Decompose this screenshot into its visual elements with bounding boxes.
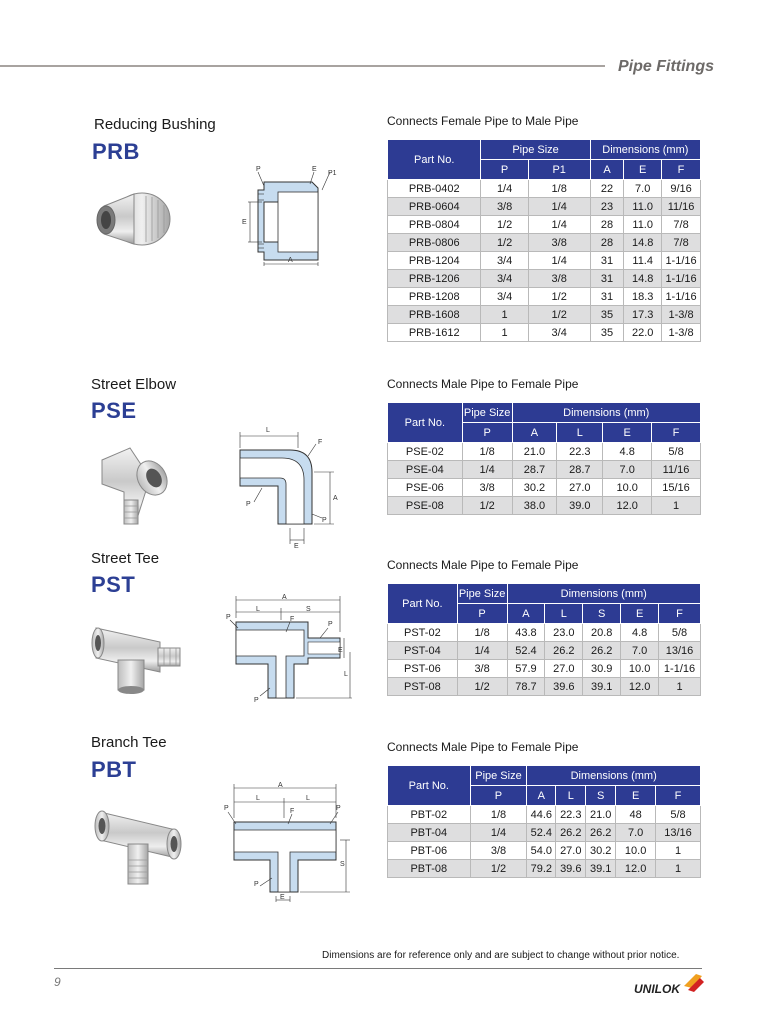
dim-label: P [254, 697, 259, 704]
table-cell: 28.7 [557, 461, 603, 479]
table-cell: 1/4 [462, 461, 512, 479]
table-cell: 22 [590, 180, 624, 198]
table-cell: 31 [590, 270, 624, 288]
table-cell: 18.3 [624, 288, 662, 306]
table-cell: 35 [590, 306, 624, 324]
table-cell: 10.0 [616, 842, 656, 860]
part-number-cell: PRB-1204 [388, 252, 481, 270]
part-number-cell: PBT-08 [388, 860, 471, 878]
part-number-cell: PBT-02 [388, 806, 471, 824]
table-cell: 27.0 [556, 842, 586, 860]
dim-label: P [336, 805, 341, 812]
table-cell: 14.8 [624, 270, 662, 288]
part-number-cell: PRB-0804 [388, 216, 481, 234]
table-row [388, 860, 701, 878]
part-number-cell: PBT-04 [388, 824, 471, 842]
col-subheader: E [603, 423, 652, 443]
product-name: Branch Tee [91, 734, 167, 751]
col-header: Part No. [388, 403, 463, 443]
table-row [388, 270, 701, 288]
dim-label: P1 [328, 170, 337, 177]
col-subheader: P [457, 604, 507, 624]
table-cell: 26.2 [556, 824, 586, 842]
part-number-cell: PSE-04 [388, 461, 463, 479]
dim-label: A [282, 594, 287, 601]
table-caption: Connects Female Pipe to Male Pipe [387, 114, 579, 128]
part-number-cell: PRB-1208 [388, 288, 481, 306]
table-cell: 15/16 [652, 479, 701, 497]
part-number-cell: PBT-06 [388, 842, 471, 860]
table-cell: 23 [590, 198, 624, 216]
table-row [388, 443, 701, 461]
table-cell: 39.1 [586, 860, 616, 878]
table-cell: 39.6 [545, 678, 583, 696]
table-cell: 78.7 [507, 678, 545, 696]
table-cell: 22.3 [557, 443, 603, 461]
dim-label: P [328, 621, 333, 628]
prb-spec-table [387, 139, 701, 342]
table-cell: 26.2 [583, 642, 621, 660]
table-row [388, 624, 701, 642]
table-cell: 5/8 [659, 624, 701, 642]
table-caption: Connects Male Pipe to Female Pipe [387, 740, 579, 754]
table-cell: 20.8 [583, 624, 621, 642]
col-subheader: A [512, 423, 557, 443]
table-cell: 31 [590, 252, 624, 270]
table-cell: 1/8 [462, 443, 512, 461]
table-cell: 1/8 [470, 806, 527, 824]
part-number-cell: PST-04 [388, 642, 458, 660]
table-cell: 7/8 [662, 216, 701, 234]
table-cell: 11.4 [624, 252, 662, 270]
dim-label: E [242, 219, 247, 226]
table-cell: 7.0 [624, 180, 662, 198]
col-header: Part No. [388, 584, 458, 624]
street-tee-photo [90, 612, 186, 696]
table-cell: 27.0 [545, 660, 583, 678]
table-cell: 26.2 [586, 824, 616, 842]
table-row [388, 479, 701, 497]
dim-label: F [290, 616, 295, 623]
col-subheader: F [662, 160, 701, 180]
table-cell: 7/8 [662, 234, 701, 252]
table-cell: 39.0 [557, 497, 603, 515]
table-row [388, 306, 701, 324]
table-cell: 52.4 [527, 824, 556, 842]
col-subheader: E [621, 604, 659, 624]
part-number-cell: PST-08 [388, 678, 458, 696]
table-cell: 30.9 [583, 660, 621, 678]
dim-label: P [224, 805, 229, 812]
part-number-cell: PST-06 [388, 660, 458, 678]
dim-label: F [290, 808, 295, 815]
section-title: Pipe Fittings [618, 58, 714, 75]
col-header: Dimensions (mm) [512, 403, 700, 423]
table-cell: 7.0 [621, 642, 659, 660]
table-row [388, 234, 701, 252]
table-cell: 27.0 [557, 479, 603, 497]
table-cell: 28 [590, 216, 624, 234]
dim-label: S [306, 606, 311, 613]
col-header: Pipe Size [457, 584, 507, 604]
table-cell: 5/8 [652, 443, 701, 461]
table-cell: 1/4 [457, 642, 507, 660]
table-cell: 1 [481, 324, 528, 342]
col-subheader: A [590, 160, 624, 180]
product-name: Street Tee [91, 550, 160, 567]
table-cell: 5/8 [656, 806, 701, 824]
footnote: Dimensions are for reference only and are subject to change without prior notice. [322, 950, 680, 961]
branch-tee-photo [92, 800, 186, 890]
table-cell: 4.8 [603, 443, 652, 461]
col-subheader: F [652, 423, 701, 443]
reducing-bushing-photo [94, 188, 174, 250]
table-cell: 1/4 [528, 198, 590, 216]
col-subheader: P [462, 423, 512, 443]
table-cell: 3/8 [457, 660, 507, 678]
table-cell: 39.1 [583, 678, 621, 696]
product-code: PSE [91, 398, 137, 423]
pse-spec-table [387, 402, 701, 515]
table-row [388, 642, 701, 660]
col-subheader: L [556, 786, 586, 806]
table-row [388, 198, 701, 216]
part-number-cell: PSE-02 [388, 443, 463, 461]
table-cell: 1/8 [457, 624, 507, 642]
table-cell: 43.8 [507, 624, 545, 642]
table-cell: 1/2 [481, 234, 528, 252]
dim-label: A [278, 782, 283, 789]
table-cell: 31 [590, 288, 624, 306]
dim-label: E [312, 166, 317, 173]
table-cell: 1 [659, 678, 701, 696]
col-subheader: P [481, 160, 528, 180]
street-tee-drawing [224, 592, 354, 706]
table-row [388, 678, 701, 696]
dim-label: S [340, 861, 345, 868]
table-row [388, 497, 701, 515]
dim-label: P [226, 614, 231, 621]
table-cell: 12.0 [621, 678, 659, 696]
pbt-spec-table [387, 765, 701, 878]
table-cell: 1/2 [481, 216, 528, 234]
table-cell: 79.2 [527, 860, 556, 878]
part-number-cell: PRB-1206 [388, 270, 481, 288]
table-row [388, 806, 701, 824]
table-cell: 1/4 [528, 252, 590, 270]
dim-label: L [256, 606, 260, 613]
dim-label: P [254, 881, 259, 888]
table-cell: 1 [652, 497, 701, 515]
part-number-cell: PSE-08 [388, 497, 463, 515]
table-caption: Connects Male Pipe to Female Pipe [387, 377, 579, 391]
table-cell: 3/8 [462, 479, 512, 497]
col-subheader: L [557, 423, 603, 443]
table-cell: 3/8 [481, 198, 528, 216]
col-header: Part No. [388, 766, 471, 806]
reducing-bushing-drawing [238, 162, 342, 270]
table-row [388, 252, 701, 270]
col-header: Pipe Size [470, 766, 527, 786]
dim-label: E [280, 894, 285, 901]
brand-mark-icon [682, 972, 704, 994]
col-header: Dimensions (mm) [507, 584, 701, 604]
table-cell: 1/2 [470, 860, 527, 878]
table-cell: 1 [656, 842, 701, 860]
table-row [388, 461, 701, 479]
table-cell: 22.0 [624, 324, 662, 342]
table-cell: 1 [656, 860, 701, 878]
part-number-cell: PRB-0604 [388, 198, 481, 216]
col-subheader: L [545, 604, 583, 624]
dim-label: L [256, 795, 260, 802]
table-cell: 14.8 [624, 234, 662, 252]
table-cell: 11/16 [662, 198, 701, 216]
part-number-cell: PST-02 [388, 624, 458, 642]
table-cell: 1-1/16 [659, 660, 701, 678]
table-cell: 38.0 [512, 497, 557, 515]
table-cell: 11/16 [652, 461, 701, 479]
table-cell: 13/16 [659, 642, 701, 660]
col-subheader: P [470, 786, 527, 806]
col-subheader: P1 [528, 160, 590, 180]
table-cell: 11.0 [624, 198, 662, 216]
part-number-cell: PRB-1608 [388, 306, 481, 324]
brand-name: UNILOK [634, 982, 680, 996]
table-cell: 39.6 [556, 860, 586, 878]
table-row [388, 180, 701, 198]
street-elbow-drawing [230, 424, 352, 550]
table-cell: 11.0 [624, 216, 662, 234]
part-number-cell: PRB-1612 [388, 324, 481, 342]
table-cell: 1/2 [457, 678, 507, 696]
brand-logo [634, 972, 704, 998]
dim-label: L [306, 795, 310, 802]
table-cell: 21.0 [586, 806, 616, 824]
table-cell: 21.0 [512, 443, 557, 461]
table-cell: 3/4 [481, 288, 528, 306]
table-cell: 1-3/8 [662, 324, 701, 342]
table-cell: 1 [481, 306, 528, 324]
table-cell: 3/8 [528, 234, 590, 252]
table-cell: 30.2 [512, 479, 557, 497]
col-subheader: A [507, 604, 545, 624]
table-cell: 17.3 [624, 306, 662, 324]
table-cell: 1-1/16 [662, 288, 701, 306]
table-cell: 30.2 [586, 842, 616, 860]
table-cell: 1/2 [528, 288, 590, 306]
table-cell: 1/2 [528, 306, 590, 324]
table-cell: 44.6 [527, 806, 556, 824]
dim-label: P [322, 517, 327, 524]
col-subheader: S [586, 786, 616, 806]
part-number-cell: PSE-06 [388, 479, 463, 497]
table-cell: 3/4 [481, 270, 528, 288]
col-header: Dimensions (mm) [590, 140, 700, 160]
table-cell: 52.4 [507, 642, 545, 660]
col-subheader: A [527, 786, 556, 806]
dim-label: P [246, 501, 251, 508]
header-rule [0, 65, 605, 67]
part-number-cell: PRB-0806 [388, 234, 481, 252]
table-cell: 10.0 [621, 660, 659, 678]
table-cell: 3/4 [528, 324, 590, 342]
street-elbow-photo [94, 438, 176, 526]
product-code: PBT [91, 757, 137, 782]
product-code: PST [91, 572, 136, 597]
product-name: Reducing Bushing [94, 116, 216, 133]
dim-label: E [338, 647, 343, 654]
table-cell: 26.2 [545, 642, 583, 660]
table-cell: 22.3 [556, 806, 586, 824]
table-row [388, 216, 701, 234]
col-subheader: F [659, 604, 701, 624]
table-cell: 35 [590, 324, 624, 342]
table-cell: 1/2 [462, 497, 512, 515]
table-row [388, 288, 701, 306]
table-cell: 1/4 [470, 824, 527, 842]
table-cell: 1/8 [528, 180, 590, 198]
table-cell: 57.9 [507, 660, 545, 678]
dim-label: L [344, 671, 348, 678]
table-cell: 48 [616, 806, 656, 824]
table-cell: 4.8 [621, 624, 659, 642]
branch-tee-drawing [220, 778, 354, 904]
dim-label: E [294, 543, 299, 550]
col-subheader: S [583, 604, 621, 624]
table-row [388, 842, 701, 860]
table-cell: 28 [590, 234, 624, 252]
col-subheader: E [616, 786, 656, 806]
table-row [388, 660, 701, 678]
footer-rule [54, 968, 702, 969]
table-cell: 1-3/8 [662, 306, 701, 324]
part-number-cell: PRB-0402 [388, 180, 481, 198]
product-name: Street Elbow [91, 376, 177, 393]
col-header: Part No. [388, 140, 481, 180]
table-cell: 1/4 [481, 180, 528, 198]
dim-label: F [318, 439, 323, 446]
table-cell: 28.7 [512, 461, 557, 479]
col-header: Pipe Size [462, 403, 512, 423]
dim-label: A [333, 495, 338, 502]
table-cell: 12.0 [616, 860, 656, 878]
table-row [388, 824, 701, 842]
pst-spec-table [387, 583, 701, 696]
table-cell: 10.0 [603, 479, 652, 497]
col-header: Dimensions (mm) [527, 766, 701, 786]
table-cell: 23.0 [545, 624, 583, 642]
page-number: 9 [54, 975, 61, 989]
table-cell: 3/8 [470, 842, 527, 860]
col-subheader: F [656, 786, 701, 806]
table-cell: 3/8 [528, 270, 590, 288]
table-cell: 12.0 [603, 497, 652, 515]
table-cell: 7.0 [603, 461, 652, 479]
table-cell: 1/4 [528, 216, 590, 234]
dim-label: A [288, 257, 293, 264]
table-cell: 54.0 [527, 842, 556, 860]
table-cell: 3/4 [481, 252, 528, 270]
table-cell: 1-1/16 [662, 270, 701, 288]
table-cell: 9/16 [662, 180, 701, 198]
table-cell: 13/16 [656, 824, 701, 842]
table-cell: 7.0 [616, 824, 656, 842]
col-subheader: E [624, 160, 662, 180]
dim-label: P [256, 166, 261, 173]
table-cell: 1-1/16 [662, 252, 701, 270]
dim-label: L [266, 427, 270, 434]
table-row [388, 324, 701, 342]
product-code: PRB [92, 139, 140, 164]
table-caption: Connects Male Pipe to Female Pipe [387, 558, 579, 572]
col-header: Pipe Size [481, 140, 590, 160]
